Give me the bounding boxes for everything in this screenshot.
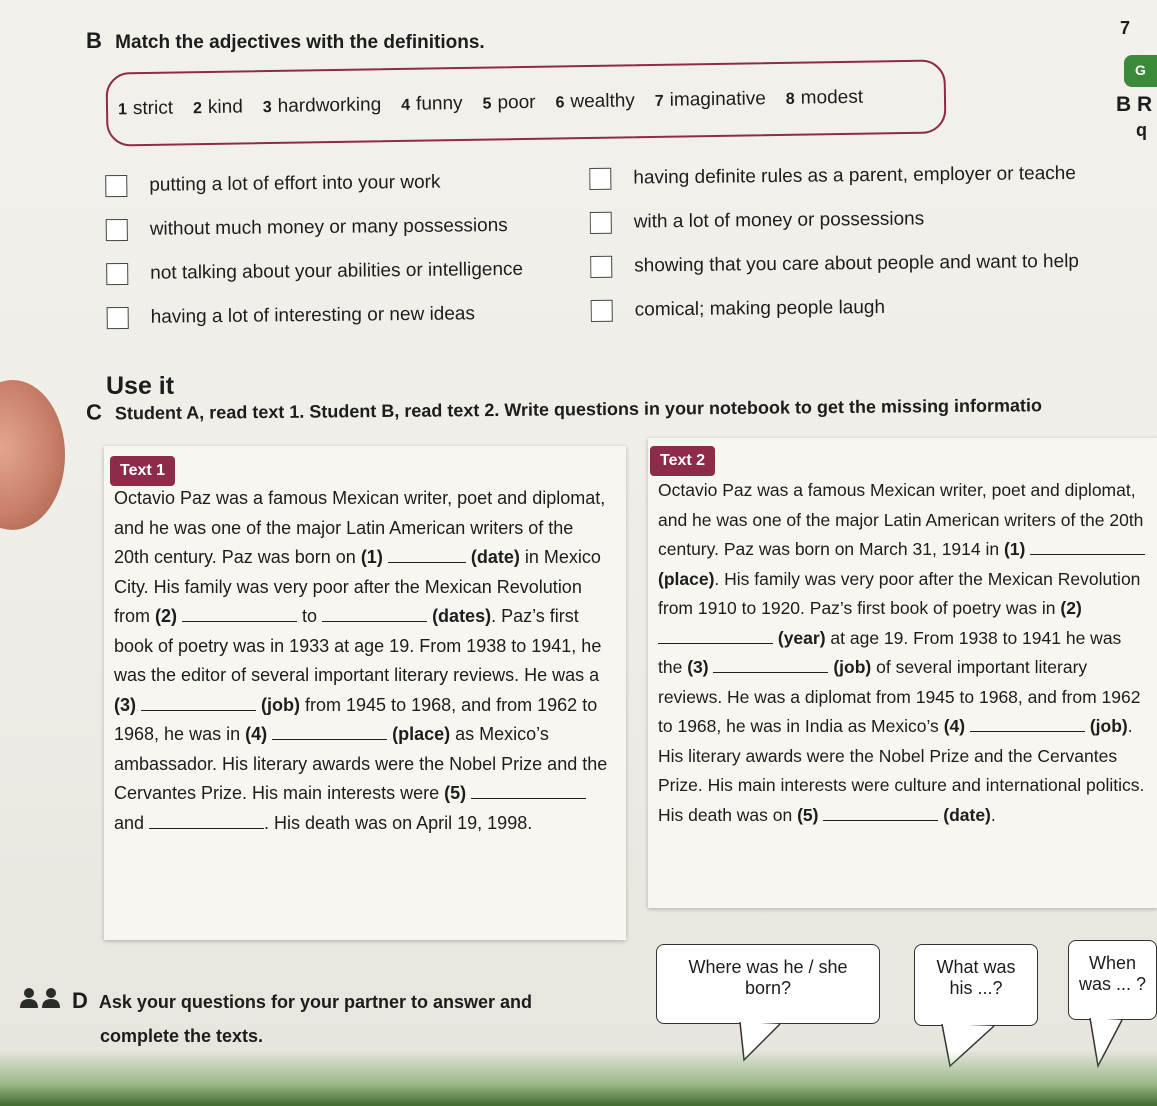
blank-1[interactable]	[388, 548, 466, 563]
word-item: 8 modest	[785, 86, 864, 109]
text-2-body: Octavio Paz was a famous Mexican writer, poet and diplomat, and he was one of the major Latin American writers of the 20th century. Paz was born on March 31, 1914 in (1) (place). His family was very poor after the Mexican Revolution from 1910 to 1920. Paz’s first book of poetry was in (2) (year) at age 19. From 1938 to 1941 he was the (3) (job) of several important literary reviews. He was a diplomat from 1945 to 1968, and from 1962 to 1968, he was in India as Mexico’s (4) (job). His literary awards were the Nobel Prize and the Cervantes Prize. His main interests were culture and international politics. His death was on (5) (date).	[658, 480, 1145, 825]
blank-4[interactable]	[970, 717, 1085, 732]
side-letter-r: R	[1137, 93, 1153, 116]
blank-5a[interactable]	[471, 784, 586, 799]
side-letter-q: q	[1136, 120, 1147, 140]
blank-1[interactable]	[1030, 540, 1145, 555]
section-d-line-1: Ask your questions for your partner to answer and	[98, 992, 532, 1012]
answer-checkbox[interactable]	[106, 263, 128, 285]
text-1-body: Octavio Paz was a famous Mexican writer, poet and diplomat, and he was one of the major Latin American writers of the 20th century. Paz was born on (1) (date) in Mexico City. His family was very poor after the Mexican Revolution from (2) to (dates). Paz’s first book of poetry was in 1933 at age 19. From 1938 to 1941, he was the editor of several important literary reviews. He was a (3) (job) from 1945 to 1968, and from 1962 to 1968, he was in (4) (place) as Mexico’s ambassador. His literary awards were the Nobel Prize and the Cervantes Prize. His main interests were (5) and . His death was on April 19, 1998.	[114, 488, 608, 833]
blank-5b[interactable]	[149, 814, 264, 829]
use-it-heading: Use it	[106, 372, 175, 400]
speech-bubble: Where was he / she born?	[656, 944, 880, 1024]
word-item: 4 funny	[401, 92, 463, 115]
word-item: 3 hardworking	[262, 94, 382, 117]
blank-5[interactable]	[823, 806, 938, 821]
answer-checkbox[interactable]	[591, 300, 613, 322]
word-item: 2 kind	[192, 96, 243, 118]
section-c-letter: C	[85, 399, 103, 425]
section-b-heading	[86, 28, 485, 54]
section-d-heading	[18, 984, 532, 1053]
definition-row: having definite rules as a parent, employer or teache	[589, 151, 1154, 201]
definition-row: not talking about your abilities or intelligence	[106, 248, 523, 296]
text-1-card	[104, 446, 626, 940]
definitions-left-column	[105, 160, 524, 340]
word-item: 6 wealthy	[555, 90, 635, 113]
blank-2b[interactable]	[322, 607, 427, 622]
text-2-label: Text 2	[650, 446, 715, 476]
section-b-letter: B	[86, 28, 102, 53]
definition-row: comical; making people laugh	[590, 283, 1155, 333]
definition-row: putting a lot of effort into your work	[105, 160, 522, 208]
section-c-heading	[86, 390, 1146, 425]
text-1-label: Text 1	[110, 456, 175, 486]
definition-row: without much money or many possessions	[106, 204, 523, 252]
page-number: 7	[1120, 18, 1131, 38]
word-item: 7 imaginative	[654, 88, 766, 111]
answer-checkbox[interactable]	[106, 219, 128, 241]
side-tab-g: G	[1124, 55, 1157, 87]
definition-row: with a lot of money or possessions	[590, 195, 1155, 245]
speech-bubble: When was ... ?	[1068, 940, 1157, 1020]
blank-3[interactable]	[713, 658, 828, 673]
adjective-word-box	[105, 59, 946, 146]
definition-row: having a lot of interesting or new ideas	[106, 292, 523, 340]
page-footer-band	[0, 1050, 1157, 1106]
finger-photo-edge	[0, 380, 65, 530]
answer-checkbox[interactable]	[105, 175, 127, 197]
blank-2[interactable]	[658, 629, 773, 644]
answer-checkbox[interactable]	[590, 256, 612, 278]
speech-bubble: What was his ...?	[914, 944, 1038, 1026]
definitions-right-column	[589, 151, 1156, 333]
section-c-instruction: Student A, read text 1. Student B, read text 2. Write questions in your notebook to get the missing informatio	[114, 395, 1043, 424]
blank-2a[interactable]	[182, 607, 297, 622]
section-d-line-2: complete the texts.	[100, 1025, 264, 1046]
blank-4[interactable]	[272, 725, 387, 740]
blank-3[interactable]	[141, 696, 256, 711]
word-item: 1 strict	[117, 97, 174, 120]
answer-checkbox[interactable]	[107, 307, 129, 329]
answer-checkbox[interactable]	[589, 168, 611, 190]
answer-checkbox[interactable]	[590, 212, 612, 234]
pair-work-icon	[18, 987, 64, 1020]
text-2-card	[648, 438, 1157, 908]
word-item: 5 poor	[482, 91, 536, 114]
side-letters	[1116, 93, 1152, 117]
section-b-instruction: Match the adjectives with the definitions.	[115, 32, 485, 53]
section-d-letter: D	[72, 988, 88, 1013]
side-letter-b: B	[1116, 93, 1132, 116]
definition-row: showing that you care about people and want to help	[590, 239, 1155, 289]
